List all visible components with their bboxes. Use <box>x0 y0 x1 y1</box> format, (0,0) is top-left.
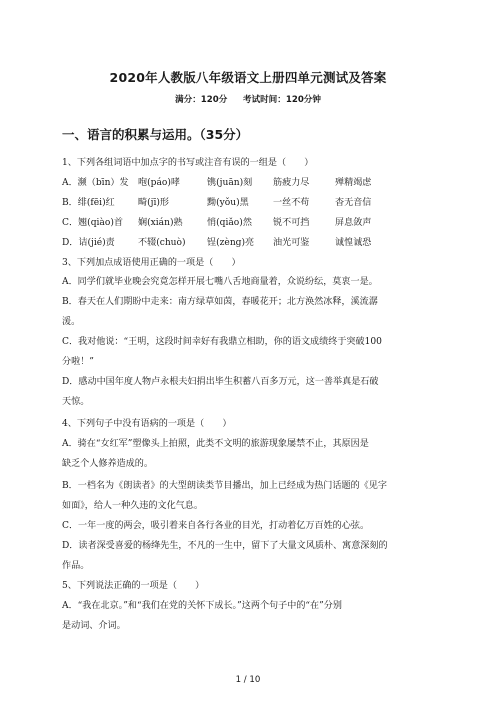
question-3-line: D．感动中国年度人物卢永根夫妇捐出毕生积蓄八百多万元，这一善举真是石破 <box>62 377 379 387</box>
question-1-option-a <box>62 177 395 189</box>
option-cell: 殚精竭虑 <box>335 178 372 188</box>
question-5-line: 是动词、介词。 <box>62 621 126 631</box>
question-4-line: 如面》，给人一种久违的文化气息。 <box>62 501 203 511</box>
option-cell: 一丝不苟 <box>273 198 310 208</box>
option-cell: 油光可鉴 <box>273 238 310 248</box>
question-1-option-c <box>62 217 395 229</box>
question-4-line: 作品。 <box>62 561 90 571</box>
doc-subtitle: 满分：120分 考试时间：120分钟 <box>175 95 321 105</box>
option-cell: 悄(qiǎo)然 <box>207 218 252 228</box>
option-cell: D．诘(jié)责 <box>62 238 115 248</box>
question-4-line: 缺乏个人修养造成的。 <box>62 459 153 469</box>
option-cell: 筋疲力尽 <box>273 178 310 188</box>
question-3-line: 湲。 <box>62 317 81 327</box>
question-3-stem: 3、下列加点成语使用正确的一项是（ ） <box>62 258 241 268</box>
option-cell: 不辍(chuò) <box>138 238 186 248</box>
option-cell: 娴(xián)熟 <box>138 218 183 228</box>
question-5-stem: 5、下列说法正确的一项是（ ） <box>62 581 205 591</box>
option-cell: 锐不可挡 <box>273 218 310 228</box>
doc-title: 2020年人教版八年级语文上册四单元测试及答案 <box>109 70 387 85</box>
question-3-line: 分啦！” <box>62 357 94 367</box>
option-cell: 锃(zèng)亮 <box>207 238 255 248</box>
question-3-line: B．春天在人们期盼中走来：南方绿草如茵，春暖花开；北方涣然冰释，溪流潺 <box>62 297 378 307</box>
question-4-line: C．一年一度的两会，吸引着来自各行各业的目光，打动着亿万百姓的心弦。 <box>62 521 370 531</box>
option-cell: 咆(páo)哮 <box>138 178 181 188</box>
option-cell: 杳无音信 <box>335 198 372 208</box>
section-heading: 一、语言的积累与运用。（35分） <box>62 127 249 142</box>
question-1-stem: 1、下列各组词语中加点字的书写或注音有误的一组是（ ） <box>62 158 314 168</box>
question-4-line: B．一档名为《朗读者》的大型朗读类节目播出，加上已经成为热门话题的《见字 <box>62 481 387 491</box>
question-3-line: A．同学们就毕业晚会究竟怎样开展七嘴八舌地商量着，众说纷纭，莫衷一是。 <box>62 277 378 287</box>
question-4-line: A．骑在“女红军”塑像头上拍照，此类不文明的旅游现象屡禁不止，其原因是 <box>62 439 369 449</box>
question-4-line: D．读者深受喜爱的杨绛先生，不凡的一生中，留下了大量文风质朴、寓意深刻的 <box>62 541 388 551</box>
option-cell: A．濒（bīn）发 <box>62 178 129 188</box>
question-3-line: C．我对他说：“王明，这段时间幸好有我鼎立相助，你的语文成绩终于突破100 <box>62 337 382 347</box>
question-4-stem: 4、下列句子中没有语病的一项是（ ） <box>62 419 232 429</box>
option-cell: B．绯(fēi)红 <box>62 198 115 208</box>
question-5-line: A．“我在北京。”和“我们在党的关怀下成长。”这两个句子中的“在”分别 <box>62 601 342 611</box>
option-cell: 畸(jī)形 <box>138 198 170 208</box>
question-1-option-d <box>62 237 395 249</box>
question-1-option-b <box>62 197 395 209</box>
option-cell: 镌(juān)刻 <box>207 178 253 188</box>
option-cell: 黝(yǒu)黑 <box>207 198 249 208</box>
option-cell: 屏息敛声 <box>335 218 372 228</box>
option-cell: 诚惶诚恐 <box>335 238 372 248</box>
question-3-line: 天惊。 <box>62 397 90 407</box>
option-cell: C．翘(qiào)首 <box>62 218 123 228</box>
page-number: 1 / 10 <box>235 675 261 685</box>
